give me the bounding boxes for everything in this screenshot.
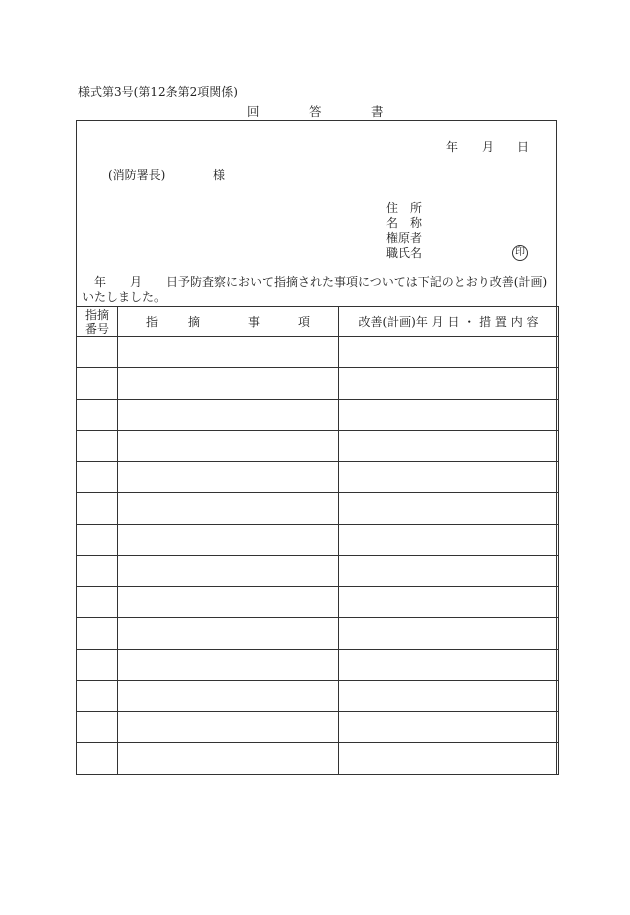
date-day-label: 日 <box>517 140 530 154</box>
findings-table <box>76 306 559 775</box>
improvement-plan-cell[interactable] <box>339 618 559 649</box>
finding-item-cell[interactable] <box>118 368 339 399</box>
finding-number-cell[interactable] <box>77 337 118 368</box>
finding-number-cell[interactable] <box>77 462 118 493</box>
table-row <box>77 743 559 774</box>
sender-address-label: 住 所 <box>386 201 423 215</box>
document-title-char: 回 <box>247 104 260 119</box>
sender-rights-holder-label: 権原者 <box>386 231 423 245</box>
finding-number-cell[interactable] <box>77 555 118 586</box>
header-finding-number: 指摘 番号 <box>77 307 118 337</box>
table-row <box>77 649 559 680</box>
table-row <box>77 368 559 399</box>
finding-number-cell[interactable] <box>77 524 118 555</box>
table-row <box>77 493 559 524</box>
improvement-plan-cell[interactable] <box>339 399 559 430</box>
finding-item-cell[interactable] <box>118 712 339 743</box>
header-finding-item-char: 項 <box>298 314 311 329</box>
finding-item-cell[interactable] <box>118 743 339 774</box>
date-month-label: 月 <box>482 140 495 154</box>
improvement-plan-cell[interactable] <box>339 555 559 586</box>
table-row <box>77 399 559 430</box>
table-row <box>77 337 559 368</box>
addressee-honorific: 様 <box>213 168 226 182</box>
finding-item-cell[interactable] <box>118 587 339 618</box>
finding-item-cell[interactable] <box>118 430 339 461</box>
table-row <box>77 430 559 461</box>
finding-number-cell[interactable] <box>77 430 118 461</box>
finding-item-cell[interactable] <box>118 680 339 711</box>
form-number-label: 様式第3号(第12条第2項関係) <box>78 85 238 99</box>
table-row <box>77 462 559 493</box>
table-row <box>77 524 559 555</box>
improvement-plan-cell[interactable] <box>339 712 559 743</box>
finding-number-cell[interactable] <box>77 743 118 774</box>
finding-number-cell[interactable] <box>77 493 118 524</box>
finding-item-cell[interactable] <box>118 524 339 555</box>
finding-item-cell[interactable] <box>118 399 339 430</box>
finding-number-cell[interactable] <box>77 712 118 743</box>
date-year-label: 年 <box>446 140 459 154</box>
finding-item-cell[interactable] <box>118 618 339 649</box>
table-header-row <box>77 307 559 337</box>
header-finding-item-char: 指 <box>145 314 158 329</box>
header-finding-item <box>118 307 339 337</box>
improvement-plan-cell[interactable] <box>339 337 559 368</box>
seal-mark: 印 <box>512 245 528 261</box>
table-row <box>77 680 559 711</box>
finding-item-cell[interactable] <box>118 493 339 524</box>
sender-position-name-label: 職氏名 <box>386 246 423 260</box>
improvement-plan-cell[interactable] <box>339 462 559 493</box>
finding-number-cell[interactable] <box>77 399 118 430</box>
finding-number-cell[interactable] <box>77 649 118 680</box>
improvement-plan-cell[interactable] <box>339 743 559 774</box>
addressee-name: (消防署長) <box>108 168 166 182</box>
header-improvement-plan: 改善(計画)年 月 日 ・ 措 置 内 容 <box>339 307 559 337</box>
finding-item-cell[interactable] <box>118 555 339 586</box>
table-row <box>77 555 559 586</box>
header-finding-item-char: 事 <box>248 314 261 329</box>
finding-number-cell[interactable] <box>77 680 118 711</box>
improvement-plan-cell[interactable] <box>339 368 559 399</box>
document-title-char: 書 <box>371 104 384 119</box>
table-row <box>77 712 559 743</box>
body-text: 年 月 日予防査察において指摘された事項については下記のとおり改善(計画)いたしました。 <box>82 275 548 304</box>
finding-item-cell[interactable] <box>118 649 339 680</box>
document-title-char: 答 <box>309 104 322 119</box>
improvement-plan-cell[interactable] <box>339 587 559 618</box>
table-row <box>77 618 559 649</box>
improvement-plan-cell[interactable] <box>339 430 559 461</box>
improvement-plan-cell[interactable] <box>339 680 559 711</box>
finding-number-cell[interactable] <box>77 587 118 618</box>
finding-number-cell[interactable] <box>77 368 118 399</box>
improvement-plan-cell[interactable] <box>339 493 559 524</box>
finding-item-cell[interactable] <box>118 337 339 368</box>
improvement-plan-cell[interactable] <box>339 649 559 680</box>
header-finding-item-char: 摘 <box>187 314 200 329</box>
improvement-plan-cell[interactable] <box>339 524 559 555</box>
sender-name-label: 名 称 <box>386 216 423 230</box>
finding-item-cell[interactable] <box>118 462 339 493</box>
finding-number-cell[interactable] <box>77 618 118 649</box>
table-row <box>77 587 559 618</box>
